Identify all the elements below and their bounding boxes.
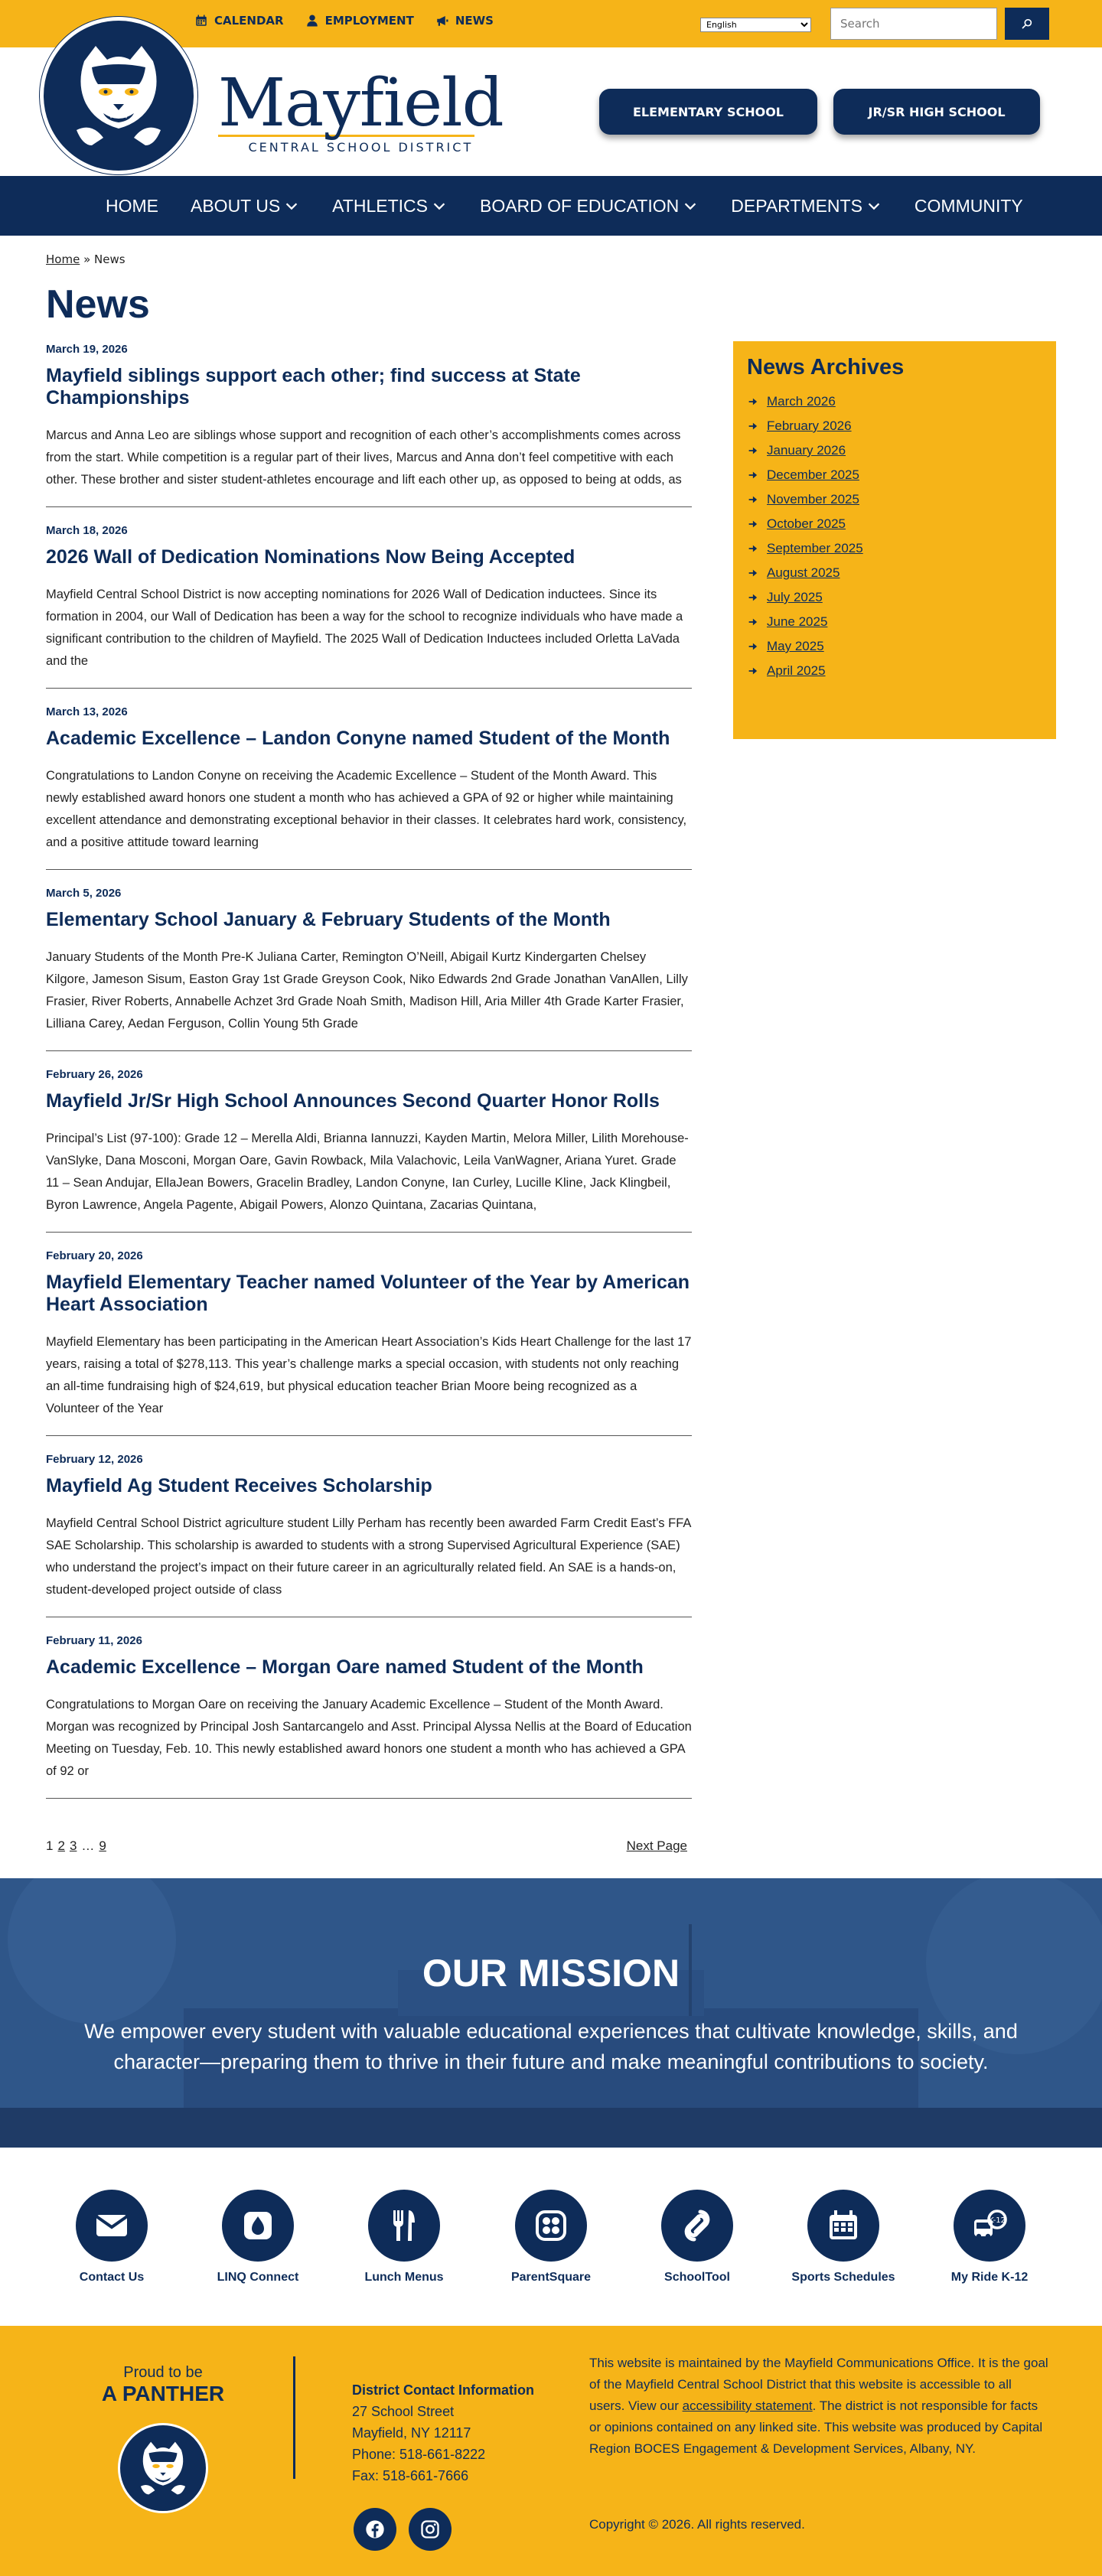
article-title-link[interactable]: Mayfield Jr/Sr High School Announces Second Quarter Honor Rolls [46, 1090, 660, 1112]
article-excerpt: Marcus and Anna Leo are siblings whose support and recognition of each other’s accomplishments comes across from the start. While competition is a regular part of their lives, Marcus and Anna don’t feel competitive with each other. These brother and sister student-athletes encourage and lift each other up, as opposed to being at odds, as [46, 428, 682, 487]
elementary-school-button[interactable]: ELEMENTARY SCHOOL [599, 89, 817, 135]
linq-icon [240, 2207, 276, 2244]
nav-item-label: BOARD OF EDUCATION [479, 195, 680, 216]
arrow-right-icon [747, 568, 758, 578]
archive-item [747, 614, 1042, 630]
archive-link[interactable]: June 2025 [767, 614, 828, 629]
person-icon [305, 14, 319, 28]
about-text-before: This website is maintained by the Mayfield Communications Office. It is the goal of the Mayfield Central School District that this website is accessible to all users. View our [589, 2356, 1048, 2413]
about-text-after: . The district is not responsible for facts or opinions contained on any linked site. This website was produced by Capital Region BOCES Engagement & Development Services, Albany, NY. [589, 2399, 1043, 2456]
article-date: March 13, 2026 [46, 705, 128, 718]
archive-link[interactable]: March 2026 [767, 394, 836, 409]
panther-icon [129, 2434, 197, 2503]
quick-link-parentsquare[interactable] [490, 2190, 612, 2285]
article-excerpt: Principal’s List (97-100): Grade 12 – Merella Aldi, Brianna Iannuzzi, Kayden Martin, Melora Miller, Lilith Morehouse-VanSlyke, Dana Mosconi, Morgan Oare, Gavin Rowback, Mila Valachovic, Leila VanWagner, Ariana Yuret. Grade 11 – Sean Andujar, EllaJean Bowers, Gracelin Bradley, Landon Conyne, Ian Curley, Lucille Kline, Jack Klingbeil, Byron Lawrence, Angela Pagente, Abigail Powers, Alonzo Quintana, Zacarias Quintana, [46, 1132, 689, 1212]
news-link[interactable] [435, 14, 494, 28]
calendar-icon [194, 14, 208, 28]
quick-link-label: My Ride K-12 [950, 2271, 1029, 2284]
contact-fax: Fax: 518-661-7666 [352, 2468, 469, 2483]
arrow-right-icon [747, 641, 758, 652]
quick-link-circle [661, 2190, 733, 2262]
quick-link-circle [954, 2190, 1025, 2262]
mission-title: OUR MISSION [422, 1952, 680, 1995]
archive-item [747, 492, 1042, 507]
district-contact-info [352, 2379, 534, 2486]
pagination [46, 1838, 692, 1854]
quick-link-circle [368, 2190, 440, 2262]
facebook-link[interactable] [354, 2508, 396, 2551]
employment-link-label: EMPLOYMENT [324, 14, 414, 28]
quick-link-label: LINQ Connect [217, 2271, 299, 2284]
page-link-3[interactable]: 3 [69, 1838, 77, 1853]
nav-item-label: ATHLETICS [332, 195, 428, 216]
article-title-link[interactable]: 2026 Wall of Dedication Nominations Now Being Accepted [46, 546, 575, 568]
arrow-right-icon [747, 421, 758, 432]
article-excerpt: Mayfield Central School District agriculture student Lilly Perham has recently been awarded Farm Credit East’s FFA SAE Scholarship. This scholarship is awarded to students with a strong Supervised Agricultural Experience (SAE) who understand the project’s impact on their future career in an agriculturally related field. An SAE is a hands-on, student-developed project outside of class [46, 1516, 691, 1597]
arrow-right-icon [747, 592, 758, 603]
panther-logo[interactable] [40, 17, 197, 174]
article-date: February 20, 2026 [46, 1249, 143, 1262]
news-article [46, 705, 692, 870]
mission-banner [0, 1878, 1102, 2148]
chevron-down-icon [431, 197, 448, 214]
article-title-link[interactable]: Mayfield Elementary Teacher named Volunteer of the Year by American Heart Association [46, 1272, 690, 1315]
main-nav [0, 176, 1102, 236]
quick-link-label: Sports Schedules [791, 2271, 895, 2284]
page-title: News [46, 282, 150, 327]
nav-item-community[interactable] [915, 196, 1023, 217]
quick-link-my-ride-k12[interactable] [928, 2190, 1051, 2285]
news-article [46, 1634, 692, 1799]
page-link-2[interactable]: 2 [57, 1838, 65, 1853]
archive-item [747, 516, 1042, 532]
article-title-link[interactable]: Academic Excellence – Morgan Oare named Student of the Month [46, 1656, 644, 1678]
nav-item-label: ABOUT US [191, 195, 281, 216]
calendar-link[interactable] [194, 14, 284, 28]
article-title-link[interactable]: Elementary School January & February Students of the Month [46, 909, 611, 930]
instagram-link[interactable] [409, 2508, 452, 2551]
archive-link[interactable]: January 2026 [767, 443, 846, 458]
quick-link-schooltool[interactable] [636, 2190, 758, 2285]
page-current: 1 [46, 1838, 54, 1853]
site-header [0, 47, 1102, 176]
school-building-background [0, 1878, 1102, 2148]
site-footer [0, 2326, 1102, 2576]
arrow-right-icon [747, 519, 758, 529]
page-numbers [46, 1838, 111, 1854]
archive-link[interactable]: September 2025 [767, 541, 863, 555]
nav-item-departments[interactable] [731, 196, 882, 217]
archive-item [747, 590, 1042, 605]
archive-item [747, 639, 1042, 654]
quick-link-circle [807, 2190, 879, 2262]
article-date: March 19, 2026 [46, 343, 128, 356]
quick-link-sports-schedules[interactable] [782, 2190, 905, 2285]
quick-link-circle [222, 2190, 294, 2262]
utensils-icon [386, 2207, 422, 2244]
social-links [354, 2508, 452, 2551]
main-content [0, 236, 1102, 1878]
bus-icon [971, 2207, 1008, 2244]
next-page-link[interactable]: Next Page [626, 1838, 687, 1853]
chevron-down-icon [682, 197, 699, 214]
breadcrumb-home-link[interactable]: Home [46, 252, 80, 266]
archive-link[interactable]: August 2025 [767, 565, 840, 580]
news-article [46, 524, 692, 689]
calendar-grid-icon [825, 2207, 862, 2244]
article-title-link[interactable]: Mayfield Ag Student Receives Scholarship [46, 1475, 432, 1496]
article-date: February 12, 2026 [46, 1453, 143, 1466]
archive-item [747, 443, 1042, 458]
facebook-icon [364, 2519, 386, 2540]
nav-item-home[interactable] [106, 196, 158, 217]
article-date: March 18, 2026 [46, 524, 128, 537]
quick-link-circle [515, 2190, 587, 2262]
quick-link-contact-us[interactable] [51, 2190, 173, 2285]
archive-link[interactable]: May 2025 [767, 639, 824, 653]
quick-link-circle [76, 2190, 148, 2262]
quick-link-label: Contact Us [79, 2271, 145, 2284]
news-article [46, 887, 692, 1051]
page-ellipsis: … [81, 1838, 95, 1853]
svg-text:K-12: K-12 [989, 2216, 1006, 2225]
archive-link[interactable]: April 2025 [767, 663, 826, 678]
archive-link[interactable]: February 2026 [767, 418, 852, 433]
news-link-label: NEWS [455, 14, 494, 28]
article-title-link[interactable]: Mayfield siblings support each other; find success at State Championships [46, 365, 581, 409]
article-excerpt: January Students of the Month Pre-K Juliana Carter, Remington O’Neill, Abigail Kurtz Kindergarten Chelsey Kilgore, Jameson Sisum, Easton Gray 1st Grade Greyson Cook, Niko Edwards 2nd Grade Jonathan VanAllen, Lilly Frasier, River Roberts, Annabelle Achzet 3rd Grade Noah Smith, Madison Hill, Aria Miller 4th Grade Karter Frasier, Lilliana Carey, Aedan Ferguson, Collin Young 5th Grade [46, 950, 688, 1031]
arrow-right-icon [747, 617, 758, 627]
article-excerpt: Mayfield Elementary has been participating in the American Heart Association’s Kids Heart Challenge for the last 17 years, raising a total of $278,113. This year’s challenge marks a special occasion, with students not only reaching an all-time fundraising high of $24,619, but physical education teacher Brian Moore being recognized as a Volunteer of the Year [46, 1335, 692, 1415]
article-date: February 11, 2026 [46, 1634, 142, 1647]
news-article [46, 343, 692, 507]
schooltool-icon [679, 2207, 716, 2244]
accessibility-statement-link[interactable]: accessibility statement [682, 2399, 813, 2413]
quick-links [0, 2148, 1102, 2326]
quick-link-label: SchoolTool [664, 2271, 730, 2284]
archive-item [747, 394, 1042, 409]
arrow-right-icon [747, 666, 758, 676]
breadcrumb [46, 252, 126, 266]
quick-link-label: Lunch Menus [364, 2271, 444, 2284]
parentsquare-icon [533, 2207, 569, 2244]
footer-proud-block [90, 2364, 236, 2513]
news-article [46, 1249, 692, 1436]
employment-link[interactable] [305, 14, 414, 28]
chevron-down-icon [866, 197, 882, 214]
breadcrumb-separator: » [80, 252, 95, 266]
utility-links [194, 14, 494, 28]
nav-item-about-us[interactable] [191, 196, 300, 217]
panther-icon [54, 31, 184, 161]
arrow-right-icon [747, 396, 758, 407]
district-name: Mayfield [218, 65, 504, 142]
jr-sr-high-school-button[interactable]: JR/SR HIGH SCHOOL [833, 89, 1040, 135]
search-button[interactable] [1005, 8, 1049, 40]
proud-small-text: Proud to be [123, 2364, 203, 2381]
chevron-down-icon [283, 197, 300, 214]
article-date: March 5, 2026 [46, 887, 122, 900]
search-icon [1021, 18, 1033, 30]
contact-address-line1: 27 School Street [352, 2404, 455, 2419]
archive-link[interactable]: October 2025 [767, 516, 846, 531]
quick-link-linq-connect[interactable] [197, 2190, 319, 2285]
article-excerpt: Mayfield Central School District is now accepting nominations for 2026 Wall of Dedication inductees. Since its formation in 2004, our Wall of Dedication has been a way for the school to recognize individuals who have made a significant contribution to the children of Mayfield. The 2025 Wall of Dedication Inductees included Orletta LaVada and the [46, 588, 683, 668]
archive-link[interactable]: July 2025 [767, 590, 823, 604]
arrow-right-icon [747, 445, 758, 456]
footer-divider [293, 2356, 295, 2479]
copyright: Copyright © 2026. All rights reserved. [589, 2517, 805, 2532]
calendar-link-label: CALENDAR [214, 14, 284, 28]
news-archives-panel [733, 341, 1056, 739]
quick-link-lunch-menus[interactable] [343, 2190, 465, 2285]
search-input[interactable] [830, 8, 997, 40]
envelope-icon [93, 2207, 130, 2244]
archive-link[interactable]: December 2025 [767, 467, 859, 482]
archive-item [747, 565, 1042, 581]
mission-text: We empower every student with valuable educational experiences that cultivate knowledge, skills, and character—preparing them to thrive in their future and make meaningful contributions to society. [84, 2020, 1018, 2073]
district-label: CENTRAL SCHOOL DISTRICT [248, 140, 474, 155]
contact-address-line2: Mayfield, NY 12117 [352, 2425, 471, 2441]
quick-link-label: ParentSquare [510, 2271, 592, 2284]
archive-item [747, 467, 1042, 483]
proud-big-text: A PANTHER [101, 2382, 225, 2405]
accessibility-notice [589, 2353, 1048, 2460]
arrow-right-icon [747, 494, 758, 505]
nav-item-label: COMMUNITY [914, 195, 1023, 216]
article-title-link[interactable]: Academic Excellence – Landon Conyne named Student of the Month [46, 728, 670, 749]
article-excerpt: Congratulations to Morgan Oare on receiving the January Academic Excellence – Student of the Month Award. Morgan was recognized by Principal Josh Santarcangelo and Asst. Principal Alyssa Nellis at the Board of Education Meeting on Tuesday, Feb. 10. This newly established award honors one student a month who has achieved a GPA of 92 or [46, 1698, 692, 1778]
archive-link[interactable]: November 2025 [767, 492, 859, 506]
archive-item [747, 541, 1042, 556]
page-link-9[interactable]: 9 [99, 1838, 106, 1853]
archive-item [747, 418, 1042, 434]
contact-phone: Phone: 518-661-8222 [352, 2447, 486, 2462]
article-date: February 26, 2026 [46, 1068, 143, 1081]
news-article [46, 1068, 692, 1233]
contact-heading: District Contact Information [352, 2382, 535, 2398]
instagram-icon [419, 2519, 441, 2540]
nav-item-board-of-education[interactable] [480, 196, 699, 217]
news-list [46, 343, 692, 1816]
nav-item-label: HOME [106, 195, 158, 216]
arrow-right-icon [747, 470, 758, 480]
nav-item-athletics[interactable] [332, 196, 448, 217]
breadcrumb-current: News [94, 252, 126, 266]
district-wordmark[interactable] [218, 65, 504, 155]
nav-item-label: DEPARTMENTS [731, 195, 862, 216]
archive-item [747, 663, 1042, 679]
archives-list [747, 394, 1042, 679]
megaphone-icon [435, 14, 449, 28]
footer-panther-logo [118, 2423, 208, 2513]
archives-title: News Archives [747, 355, 905, 379]
arrow-right-icon [747, 543, 758, 554]
news-article [46, 1453, 692, 1617]
article-excerpt: Congratulations to Landon Conyne on receiving the Academic Excellence – Student of the Month Award. This newly established award honors one student a month who has achieved a GPA of 92 or higher while maintaining excellent attendance and demonstrating exceptional behavior in their classes. It celebrates hard work, consistency, and a positive attitude toward learning [46, 769, 687, 849]
language-select[interactable] [700, 18, 811, 32]
